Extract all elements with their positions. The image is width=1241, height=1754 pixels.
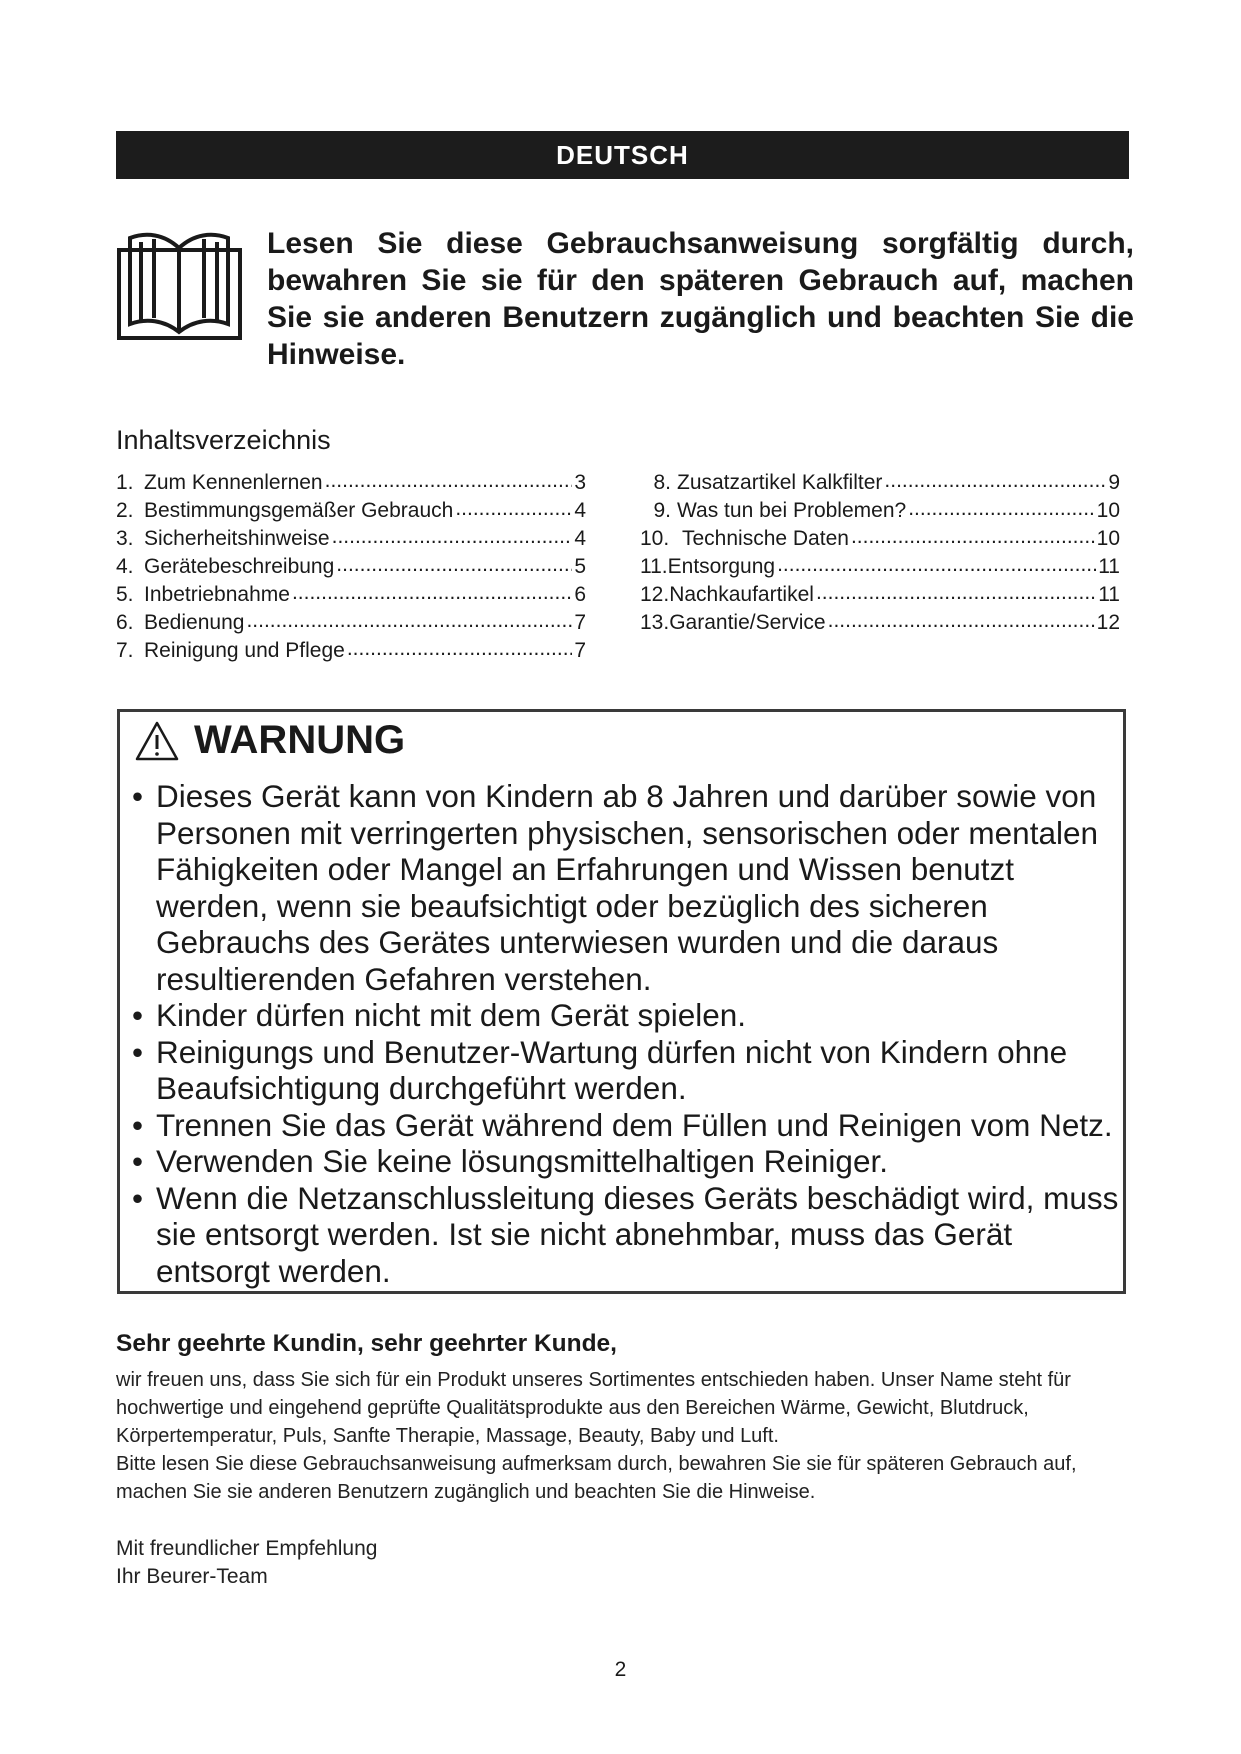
bullet-icon: • <box>132 1106 144 1143</box>
warning-item <box>132 997 1122 1034</box>
toc-entry-number: 13. <box>640 611 670 634</box>
toc-entry-page: 10 <box>1096 499 1120 522</box>
toc-leader-dots <box>336 551 572 579</box>
warning-box <box>117 709 1126 1294</box>
toc-entry-page: 7 <box>574 639 586 662</box>
toc-entry[interactable] <box>116 637 586 665</box>
toc-heading: Inhaltsverzeichnis <box>116 425 331 455</box>
bullet-icon: • <box>132 1033 144 1070</box>
toc-entry-title: Bedienung <box>144 611 245 634</box>
toc-entry[interactable] <box>640 497 1120 525</box>
toc-entry[interactable] <box>116 609 586 637</box>
toc-leader-dots <box>851 523 1095 551</box>
toc-entry-title: Inbetriebnahme <box>144 583 290 606</box>
toc-leader-dots <box>246 607 572 635</box>
toc-entry-number: 12. <box>640 583 670 606</box>
toc-entry-page: 12 <box>1096 611 1120 634</box>
toc-entry-page: 11 <box>1098 555 1120 578</box>
toc-entry-title: Was tun bei Problemen? <box>677 499 907 522</box>
greeting-paragraph: wir freuen uns, dass Sie sich für ein Produkt unseres Sortimentes entschieden haben. Unser Name steht für hochwertige und eingehend geprüfte Qualitätsprodukte aus den Bereichen Wärme, Gewicht, Blutdruck, Körpertemperatur, Puls, Sanfte Therapie, Massage, Beauty, Baby und Luft. <box>116 1369 1071 1447</box>
toc-entry-number: 11. <box>640 555 668 578</box>
toc-leader-dots <box>455 495 572 523</box>
toc-entry-number: 1. <box>116 471 134 494</box>
toc-leader-dots <box>777 551 1096 579</box>
toc-entry[interactable] <box>640 609 1120 637</box>
toc-entry-title: Nachkaufartikel <box>669 583 814 606</box>
toc-entry-title: Zum Kennenlernen <box>144 471 323 494</box>
language-header-bar <box>116 131 1129 179</box>
warning-item <box>132 1107 1122 1144</box>
toc-entry-number: 9. <box>653 499 671 522</box>
toc-entry[interactable] <box>640 581 1120 609</box>
toc-leader-dots <box>908 495 1094 523</box>
toc-entry-number: 6. <box>116 611 134 634</box>
toc-entry-page: 9 <box>1108 471 1120 494</box>
greeting-paragraph: Bitte lesen Sie diese Gebrauchsanweisung aufmerksam durch, bewahren Sie sie für späteren Gebrauch auf, machen Sie sie anderen Benutzern zugänglich und beachten Sie die Hinweise. <box>116 1453 1077 1503</box>
toc-entry[interactable] <box>116 553 586 581</box>
warning-item-text: Kinder dürfen nicht mit dem Gerät spielen. <box>156 997 747 1033</box>
toc-entry-number: 3. <box>116 527 134 550</box>
toc-entry[interactable] <box>116 525 586 553</box>
toc-leader-dots <box>828 607 1095 635</box>
warning-item-text: Dieses Gerät kann von Kindern ab 8 Jahren und darüber sowie von Personen mit verringerten physischen, sensorischen oder mentalen Fähigkeiten oder Mangel an Erfahrungen und Wissen benutzt werden, wenn sie beaufsichtigt oder bezüglich des sicheren Gebrauchs des Gerätes unterwiesen wurden und die daraus resultierenden Gefahren verstehen. <box>156 778 1099 997</box>
greeting-title: Sehr geehrte Kundin, sehr geehrter Kunde, <box>116 1330 617 1357</box>
toc-left-column <box>116 469 586 665</box>
toc-entry[interactable] <box>640 469 1120 497</box>
warning-item-text: Trennen Sie das Gerät während dem Füllen und Reinigen vom Netz. <box>156 1106 1113 1143</box>
toc-leader-dots <box>884 467 1106 495</box>
language-label: DEUTSCH <box>556 139 689 170</box>
toc-entry-page: 6 <box>574 583 586 606</box>
bullet-icon: • <box>132 778 144 814</box>
warning-item <box>132 1180 1122 1290</box>
toc-entry-title: Gerätebeschreibung <box>144 555 335 578</box>
toc-entry-number: 10. <box>640 527 670 550</box>
toc-entry[interactable] <box>116 581 586 609</box>
toc-leader-dots <box>292 579 572 607</box>
toc-entry-number: 8. <box>653 471 671 494</box>
toc-entry[interactable] <box>640 553 1120 581</box>
toc-leader-dots <box>816 579 1096 607</box>
toc-entry-page: 3 <box>574 471 586 494</box>
toc-leader-dots <box>347 635 572 663</box>
toc-entry-page: 11 <box>1098 583 1120 606</box>
toc-entry[interactable] <box>640 525 1120 553</box>
warning-item <box>132 1143 1122 1180</box>
signature-line: Ihr Beurer-Team <box>116 1565 268 1588</box>
bullet-icon: • <box>132 997 144 1033</box>
toc-entry-title: Reinigung und Pflege <box>144 639 345 662</box>
warning-item-text: Verwenden Sie keine lösungsmittelhaltigen Reiniger. <box>156 1143 888 1179</box>
toc-entry-title: Sicherheitshinweise <box>144 527 330 550</box>
toc-entry-number: 4. <box>116 555 134 578</box>
toc-entry-title: Technische Daten <box>682 527 849 550</box>
toc-entry[interactable] <box>116 469 586 497</box>
warning-item-text: Reinigungs und Benutzer-Wartung dürfen nicht von Kindern ohne Beaufsichtigung durchgeführt werden. <box>156 1033 1068 1106</box>
warning-item <box>132 778 1122 997</box>
warning-item <box>132 1034 1122 1107</box>
toc-entry-page: 4 <box>574 527 586 550</box>
toc-leader-dots <box>332 523 573 551</box>
warning-triangle-icon <box>134 720 180 762</box>
bullet-icon: • <box>132 1179 144 1216</box>
toc-entry-page: 4 <box>574 499 586 522</box>
intro-instruction: Lesen Sie diese Gebrauchsanweisung sorgfältig durch, bewahren Sie sie für den späteren Gebrauch auf, machen Sie sie anderen Benutzern zugänglich und beachten Sie die Hinweise. <box>267 227 1134 371</box>
toc-entry-page: 7 <box>574 611 586 634</box>
warning-item-text: Wenn die Netzanschlussleitung dieses Geräts beschädigt wird, muss sie entsorgt werden. Ist sie nicht abnehmbar, muss das Gerät entsorgt werden. <box>156 1179 1119 1289</box>
toc-right-column <box>640 469 1120 637</box>
toc-entry-title: Bestimmungsgemäßer Gebrauch <box>144 499 454 522</box>
warning-list <box>132 778 1122 1289</box>
toc-entry-number: 2. <box>116 499 134 522</box>
toc-entry-page: 10 <box>1096 527 1120 550</box>
toc-entry-title: Zusatzartikel Kalkfilter <box>677 471 883 494</box>
toc-entry-title: Garantie/Service <box>669 611 826 634</box>
warning-title-text: WARNUNG <box>194 718 406 762</box>
toc-entry-number: 7. <box>116 639 134 662</box>
toc-entry[interactable] <box>116 497 586 525</box>
bullet-icon: • <box>132 1143 144 1179</box>
closing <box>116 1535 377 1591</box>
toc-entry-number: 5. <box>116 583 134 606</box>
toc-leader-dots <box>325 467 573 495</box>
closing-line: Mit freundlicher Empfehlung <box>116 1537 378 1560</box>
open-book-icon <box>116 226 243 342</box>
toc-entry-title: Entsorgung <box>667 555 776 578</box>
greeting-body <box>116 1366 1131 1506</box>
warning-title <box>134 718 405 763</box>
page-number: 2 <box>614 1658 627 1681</box>
toc-entry-page: 5 <box>574 555 586 578</box>
